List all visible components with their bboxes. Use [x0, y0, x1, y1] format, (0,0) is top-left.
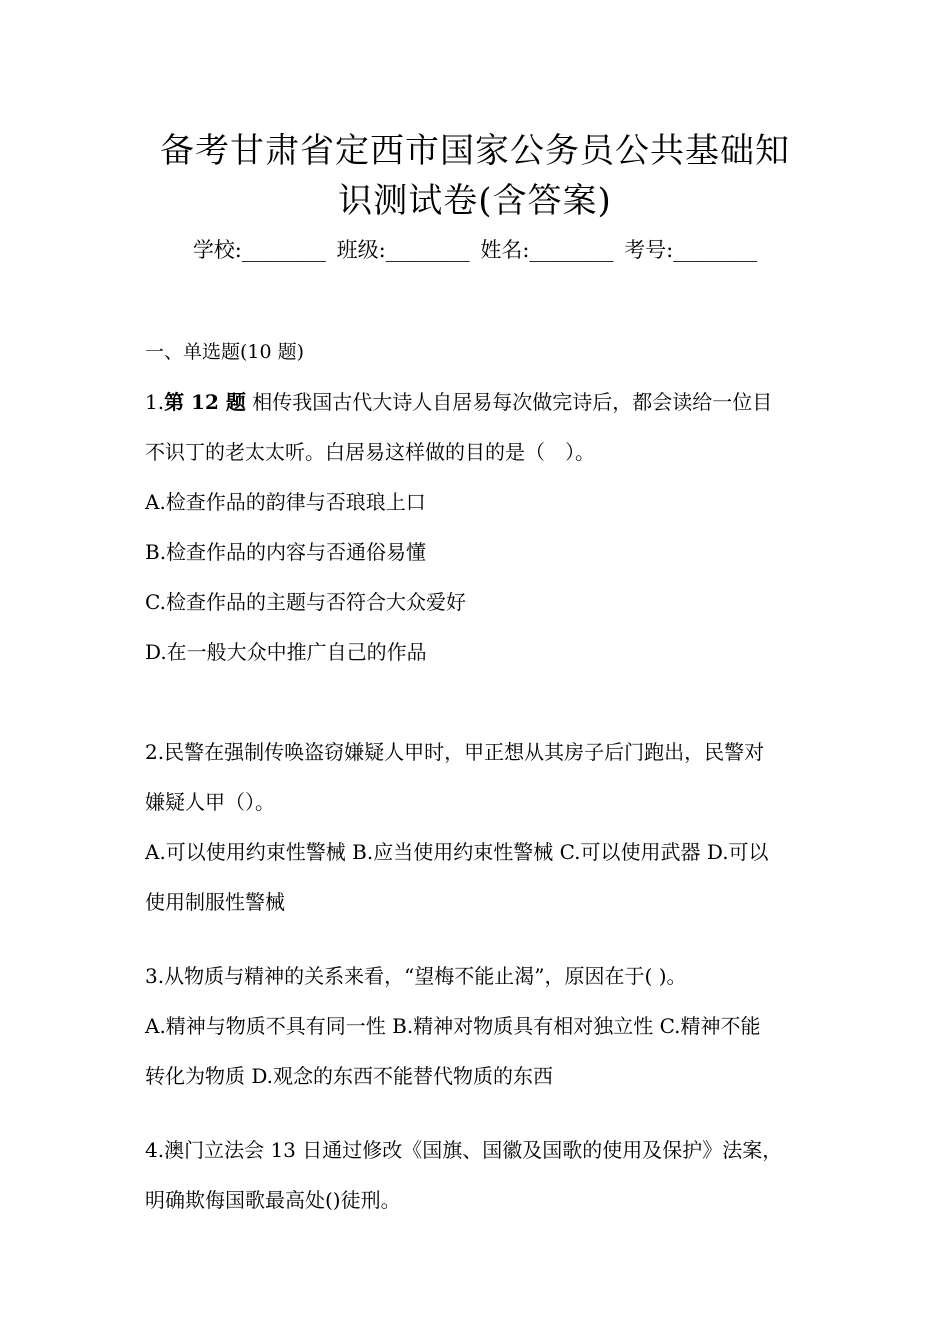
question-1-option-d: D.在一般大众中推广自己的作品: [145, 640, 427, 664]
student-info-row: [0, 232, 950, 268]
question-1-option-c: C.检查作品的主题与否符合大众爱好: [145, 590, 466, 614]
exam-content: [145, 327, 815, 1225]
question-1: [145, 377, 815, 677]
spacer: [145, 1101, 815, 1125]
spacer: [145, 927, 815, 951]
question-1-number: 1.: [145, 390, 165, 414]
exam-number-field: 考号:________: [624, 238, 758, 262]
question-2-line-2: 嫌疑人甲（）。: [145, 790, 275, 814]
question-3: [145, 951, 815, 1101]
question-1-line-2: 不识丁的老太太听。白居易这样做的目的是（ ）。: [145, 440, 595, 464]
question-3-options-line-2: 转化为物质 D.观念的东西不能替代物质的东西: [145, 1064, 554, 1088]
question-2-options-line-2: 使用制服性警械: [145, 890, 285, 914]
name-field: 姓名:________: [480, 238, 614, 262]
class-field: 班级:________: [336, 238, 470, 262]
question-2: [145, 727, 815, 927]
question-3-line-1: 3.从物质与精神的关系来看，“望梅不能止渴”，原因在于( )。: [145, 964, 687, 988]
question-1-option-b: B.检查作品的内容与否通俗易懂: [145, 540, 427, 564]
spacer: [145, 677, 815, 727]
question-4-line-2: 明确欺侮国歌最高处()徒刑。: [145, 1188, 401, 1212]
title-line-2: 识测试卷(含答案): [338, 181, 612, 221]
section-heading: 一、单选题(10 题): [145, 341, 305, 363]
question-2-line-1: 2.民警在强制传唤盗窃嫌疑人甲时，甲正想从其房子后门跑出，民警对: [145, 740, 765, 764]
question-3-options-line-1: A.精神与物质不具有同一性 B.精神对物质具有相对独立性 C.精神不能: [145, 1014, 761, 1038]
question-1-line-1: [145, 377, 815, 427]
question-1-text: 相传我国古代大诗人自居易每次做完诗后，都会读给一位目: [245, 390, 773, 414]
document-title: [120, 126, 830, 226]
school-field: 学校:________: [192, 238, 326, 262]
question-2-options-line-1: A.可以使用约束性警械 B.应当使用约束性警械 C.可以使用武器 D.可以: [145, 840, 769, 864]
question-4: [145, 1125, 815, 1225]
title-line-1: 备考甘肃省定西市国家公务员公共基础知: [160, 131, 790, 171]
question-4-line-1: 4.澳门立法会 13 日通过修改《国旗、国徽及国歌的使用及保护》法案，: [145, 1138, 783, 1162]
question-1-prefix: 第 12 题: [164, 390, 246, 414]
question-1-option-a: A.检查作品的韵律与否琅琅上口: [145, 490, 426, 514]
